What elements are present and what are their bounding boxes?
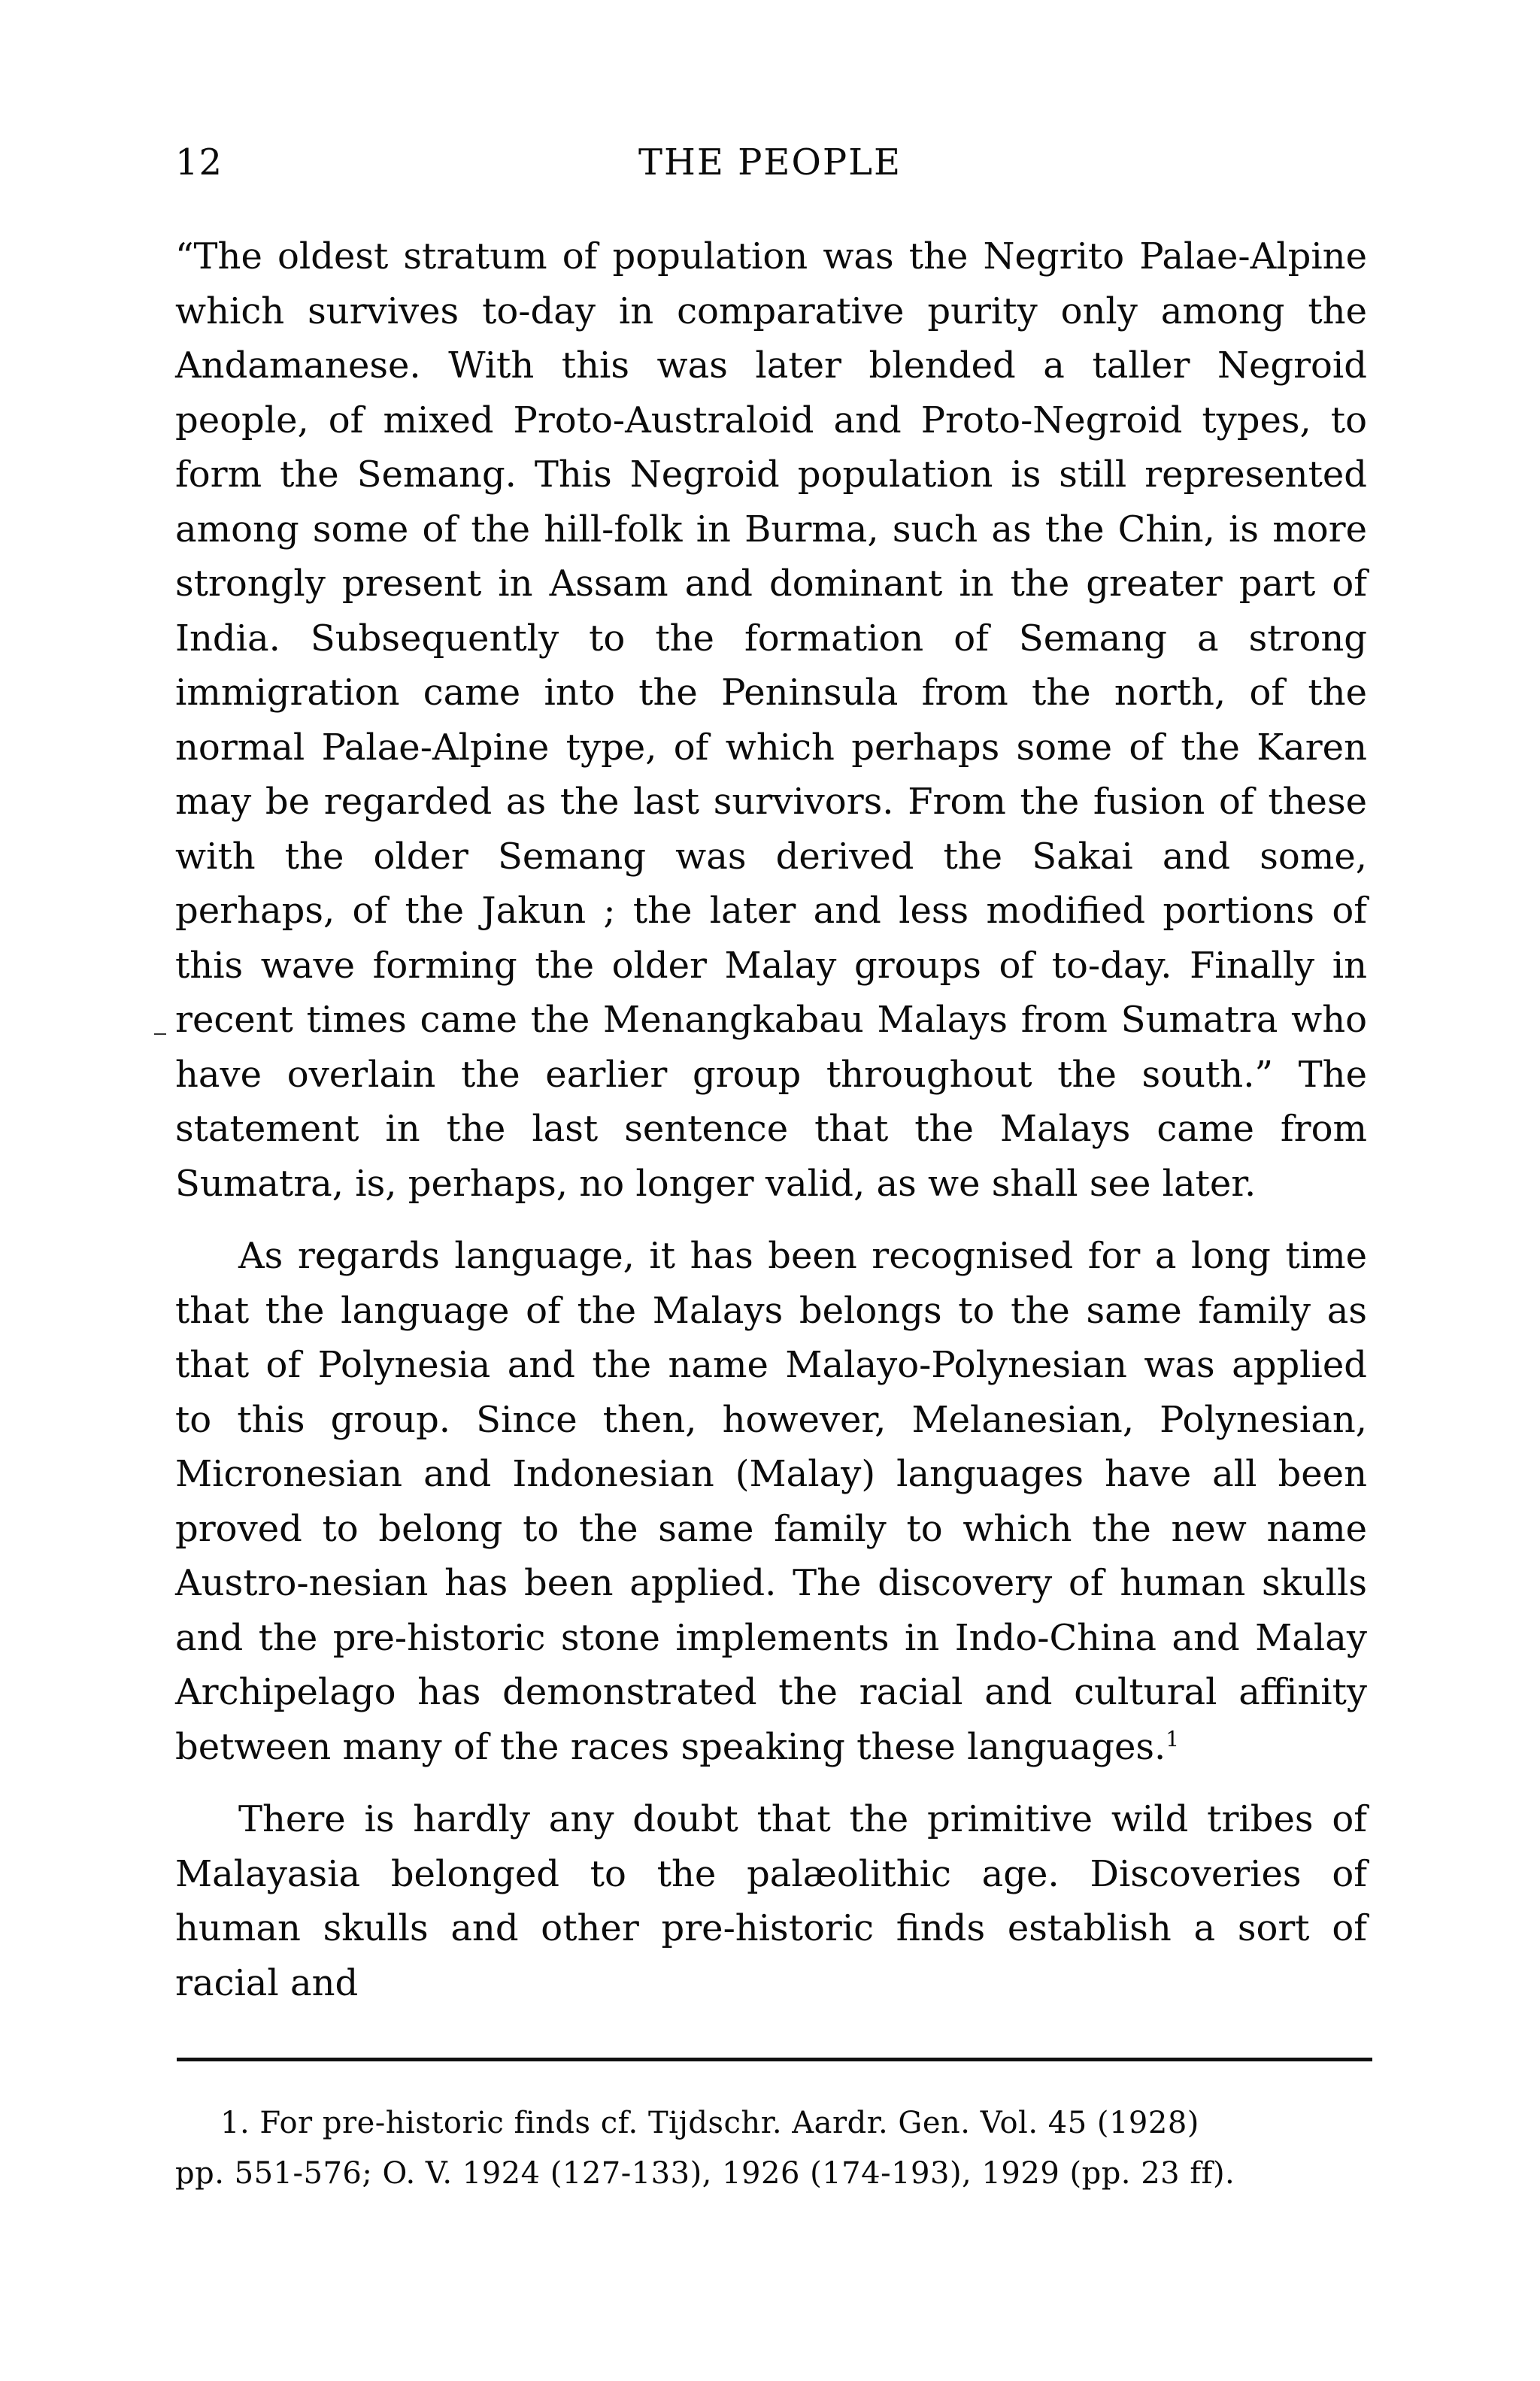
footnote-reference: 1 xyxy=(1166,1726,1180,1752)
body-text xyxy=(175,229,1367,2010)
footnote xyxy=(175,2098,1378,2199)
paragraph: “The oldest stratum of population was the Negrito Palae-Alpine which survives to-day in comparative purity only among the Andamanese. With this was later blended a taller Negroid people, of mixed Proto-Australoid and Proto-Negroid types, to form the Semang. This Negroid population is still represented among some of the hill-folk in Burma, such as the Chin, is more strongly present in Assam and dominant in the greater part of India. Subsequently to the formation of Semang a strong immigration came into the Peninsula from the north, of the normal Palae-Alpine type, of which perhaps some of the Karen may be regarded as the last survivors. From the fusion of these with the older Semang was derived the Sakai and some, perhaps, of the Jakun ; the later and less modified portions of this wave forming the older Malay groups of to-day. Finally in recent times came the Menangkabau Malays from Sumatra who have overlain the earlier group throughout the south.” The statement in the last sentence that the Malays came from Sumatra, is, perhaps, no longer valid, as we shall see later. xyxy=(175,235,1367,1205)
footnote-rule xyxy=(177,2058,1372,2061)
running-head: THE PEOPLE xyxy=(638,141,902,184)
footnote-line: 1. For pre-historic finds cf. Tijdschr. Aardr. Gen. Vol. 45 (1928) xyxy=(220,2106,1199,2140)
paragraph xyxy=(175,1229,1367,1774)
margin-mark xyxy=(154,1033,166,1035)
paragraph: There is hardly any doubt that the primitive wild tribes of Malayasia belonged to the palæolithic age. Discoveries of human skulls and other pre-historic finds establish a sort of racial and xyxy=(175,1798,1367,2004)
page-number: 12 xyxy=(175,141,223,184)
paragraph-text: As regards language, it has been recognised for a long time that the language of the Malays belongs to the same family as that of Polynesia and the name Malayo-Polynesian was applied to this group. Since then, however, Melanesian, Polynesian, Micronesian and Indonesian (Malay) languages have all been proved to belong to the same family to which the new name Austro-nesian has been applied. The discovery of human skulls and the pre-historic stone implements in Indo-China and Malay Archipelago has demonstrated the racial and cultural affinity between many of the races speaking these languages. xyxy=(175,1235,1367,1768)
footnote-line: pp. 551-576; O. V. 1924 (127-133), 1926 (174-193), 1929 (pp. 23 ff). xyxy=(175,2156,1235,2191)
